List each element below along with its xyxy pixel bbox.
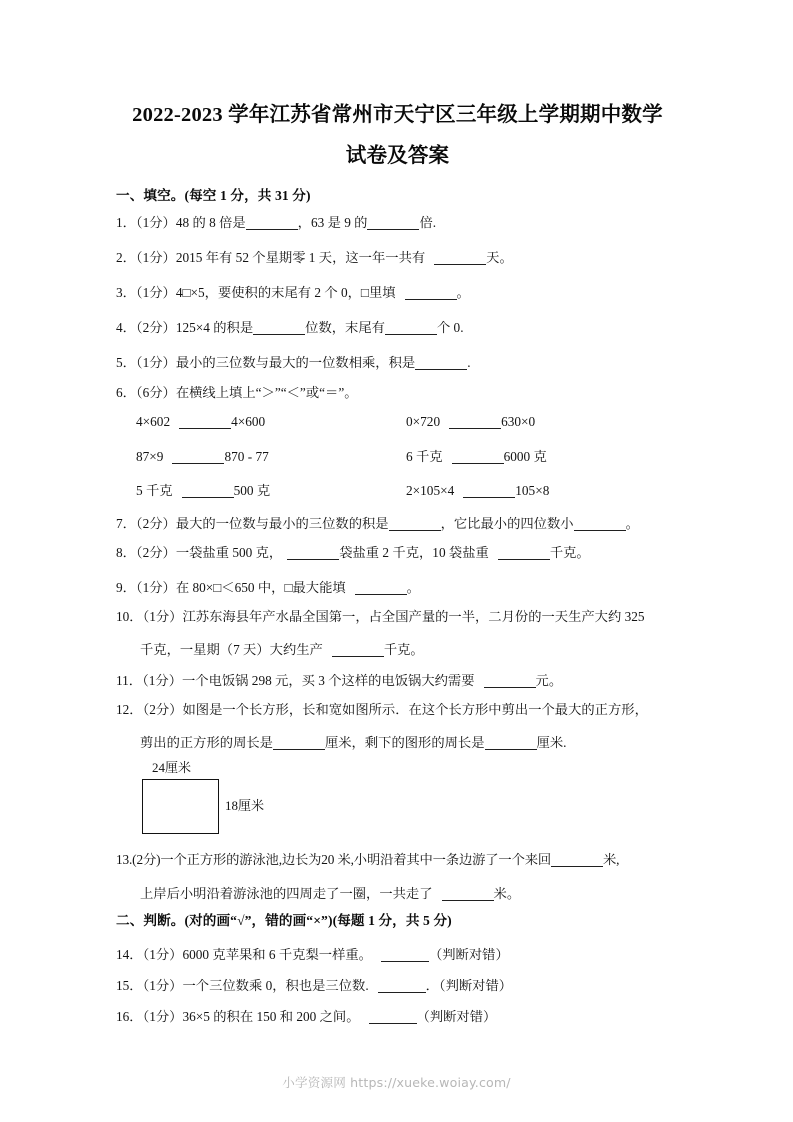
question-10-continuation [140, 640, 712, 660]
question-10-text-line2-pre: 千克，一星期（7 天）大约生产 [140, 642, 323, 657]
question-4-number: 4． [116, 320, 136, 335]
question-7-marks: （2分） [135, 516, 176, 531]
answer-blank[interactable] [273, 736, 325, 750]
question-7-number: 7． [116, 516, 136, 531]
comparison-right-expression: 500 克 [233, 483, 271, 498]
question-12-text-line2-mid: 厘米，剩下的图形的周长是 [324, 735, 485, 750]
page-title [110, 98, 685, 174]
comparison-right-expression: 870 - 77 [224, 449, 269, 464]
question-8-text-pre: 一袋盐重 500 克， [175, 545, 283, 560]
comparison-item [136, 447, 269, 467]
figure-rectangle-shape [142, 779, 219, 834]
question-14-text-pre: 6000 克苹果和 6 千克梨一样重。 [182, 947, 372, 962]
question-2-text-post: 天。 [486, 250, 513, 265]
question-12-marks: （2分） [142, 702, 183, 717]
question-10 [116, 607, 688, 627]
comparison-left-expression: 4×602 [136, 414, 171, 429]
question-6 [116, 383, 688, 403]
comparison-blank[interactable] [449, 415, 501, 429]
comparison-left-expression: 0×720 [406, 414, 441, 429]
question-13-marks: (2分) [132, 852, 161, 867]
question-15 [116, 976, 688, 996]
question-1-marks: （1分） [135, 215, 176, 230]
answer-blank[interactable] [378, 979, 426, 993]
question-14 [116, 945, 688, 965]
section-heading-true-false: 二、判断。(对的画“√”，错的画“×”)(每题 1 分，共 5 分) [116, 913, 452, 928]
answer-blank[interactable] [381, 948, 429, 962]
question-15-text-post: ．（判断对错） [425, 978, 513, 993]
comparison-left-expression: 87×9 [136, 449, 164, 464]
comparison-item [406, 481, 549, 501]
question-11 [116, 671, 688, 691]
question-10-marks: （1分） [142, 609, 183, 624]
question-13-text-line2-pre: 上岸后小明沿着游泳池的四周走了一圈，一共走了 [140, 886, 433, 901]
question-4 [116, 318, 688, 338]
comparison-blank[interactable] [179, 415, 231, 429]
answer-blank[interactable] [332, 643, 384, 657]
question-10-text-line2-post: 千克。 [383, 642, 424, 657]
comparison-blank[interactable] [463, 484, 515, 498]
question-7 [116, 514, 688, 534]
question-12-text-line2-post: 厘米. [536, 735, 567, 750]
question-15-marks: （1分） [142, 978, 183, 993]
figure-length-label: 24厘米 [152, 760, 192, 775]
rectangle-figure [140, 760, 380, 842]
answer-blank[interactable] [253, 321, 305, 335]
comparison-right-expression: 105×8 [515, 483, 550, 498]
comparison-left-expression: 2×105×4 [406, 483, 455, 498]
answer-blank[interactable] [385, 321, 437, 335]
comparison-right-expression: 4×600 [231, 414, 266, 429]
question-15-text-pre: 一个三位数乘 0，积也是三位数. [182, 978, 369, 993]
question-9-text-post: 。 [406, 580, 420, 595]
question-7-text-pre: 最大的一位数与最小的三位数的积是 [175, 516, 389, 531]
question-1-number: 1． [116, 215, 136, 230]
answer-blank[interactable] [498, 546, 550, 560]
question-2-marks: （1分） [135, 250, 176, 265]
question-13-number: 13. [116, 852, 133, 867]
answer-blank[interactable] [442, 887, 494, 901]
answer-blank[interactable] [551, 853, 603, 867]
question-6-marks: （6分） [135, 385, 176, 400]
answer-blank[interactable] [484, 674, 536, 688]
question-12-text-line2-pre: 剪出的正方形的周长是 [140, 735, 273, 750]
title-line-2: 试卷及答案 [345, 145, 450, 167]
question-13-text-line1-post: 米, [603, 852, 620, 867]
comparison-blank[interactable] [182, 484, 234, 498]
question-4-marks: （2分） [135, 320, 176, 335]
answer-blank[interactable] [369, 1010, 417, 1024]
title-line-1: 2022-2023 学年江苏省常州市天宁区三年级上学期期中数学 [132, 104, 663, 126]
answer-blank[interactable] [389, 517, 441, 531]
question-3-text-pre: 4□×5，要使积的末尾有 2 个 0，□里填 [175, 285, 396, 300]
question-14-text-post: （判断对错） [428, 947, 509, 962]
question-8-number: 8． [116, 545, 136, 560]
question-8-marks: （2分） [135, 545, 176, 560]
question-5-marks: （1分） [135, 355, 176, 370]
question-12 [116, 700, 688, 720]
question-3-marks: （1分） [135, 285, 176, 300]
question-15-number: 15． [116, 978, 143, 993]
question-1 [116, 213, 688, 233]
question-14-marks: （1分） [142, 947, 183, 962]
answer-blank[interactable] [415, 356, 467, 370]
figure-width-label: 18厘米 [225, 798, 265, 813]
question-4-text-mid: 位数，末尾有 [305, 320, 385, 335]
question-12-number: 12． [116, 702, 143, 717]
question-13-continuation [140, 884, 712, 904]
question-5-number: 5． [116, 355, 136, 370]
question-3 [116, 283, 688, 303]
comparison-item [136, 412, 265, 432]
question-11-number: 11． [116, 673, 143, 688]
question-16-text-post: （判断对错） [416, 1009, 497, 1024]
comparison-left-expression: 6 千克 [406, 449, 443, 464]
question-3-text-post: 。 [456, 285, 470, 300]
question-8 [116, 543, 688, 563]
comparison-blank[interactable] [172, 450, 224, 464]
question-1-text-post: 倍. [419, 215, 437, 230]
question-6-number: 6． [116, 385, 136, 400]
comparison-right-expression: 630×0 [501, 414, 536, 429]
question-5-text-pre: 最小的三位数与最大的一位数相乘，积是 [175, 355, 416, 370]
question-9 [116, 578, 688, 598]
question-1-text-mid: ，63 是 9 的 [297, 215, 368, 230]
question-2-number: 2． [116, 250, 136, 265]
question-16-number: 16． [116, 1009, 143, 1024]
question-11-text-pre: 一个电饭锅 298 元，买 3 个这样的电饭锅大约需要 [182, 673, 475, 688]
answer-blank[interactable] [434, 251, 486, 265]
answer-blank[interactable] [485, 736, 537, 750]
question-4-text-post: 个 0. [436, 320, 464, 335]
question-11-text-post: 元。 [535, 673, 563, 688]
question-13-text-line1-pre: 一个正方形的游泳池,边长为20 米,小明沿着其中一条边游了一个来回 [160, 852, 552, 867]
answer-blank[interactable] [405, 286, 457, 300]
question-11-marks: （1分） [142, 673, 182, 688]
comparison-item [406, 447, 547, 467]
comparison-item [406, 412, 535, 432]
question-9-number: 9． [116, 580, 136, 595]
answer-blank[interactable] [355, 581, 407, 595]
answer-blank[interactable] [246, 216, 298, 230]
question-10-text-line1: 江苏东海县年产水晶全国第一，占全国产量的一半，二月份的一天生产大约 325 [182, 609, 645, 624]
question-5-text-post: . [467, 355, 471, 370]
question-1-text-pre: 48 的 8 倍是 [175, 215, 246, 230]
question-7-text-post: 。 [625, 516, 639, 531]
section-heading-fill-in-blanks: 一、填空。(每空 1 分，共 31 分) [116, 188, 311, 203]
question-10-number: 10． [116, 609, 143, 624]
answer-blank[interactable] [574, 517, 626, 531]
question-3-number: 3． [116, 285, 136, 300]
question-13 [116, 850, 688, 870]
answer-blank[interactable] [287, 546, 339, 560]
question-8-text-mid: 袋盐重 2 千克，10 袋盐重 [339, 545, 489, 560]
question-14-number: 14． [116, 947, 143, 962]
footer-watermark: 小学资源网 https://xueke.woiay.com/ [282, 1075, 511, 1090]
question-16-marks: （1分） [142, 1009, 183, 1024]
question-12-text-line1: 如图是一个长方形，长和宽如图所示．在这个长方形中剪出一个最大的正方形， [182, 702, 648, 717]
answer-blank[interactable] [367, 216, 419, 230]
question-7-text-mid: ，它比最小的四位数小 [440, 516, 574, 531]
comparison-right-expression: 6000 克 [503, 449, 547, 464]
question-9-text-pre: 在 80×□＜650 中，□最大能填 [175, 580, 346, 595]
question-8-text-post: 千克。 [549, 545, 590, 560]
question-12-continuation [140, 733, 712, 753]
comparison-blank[interactable] [452, 450, 504, 464]
question-4-text-pre: 125×4 的积是 [175, 320, 254, 335]
question-6-instruction: 在横线上填上“＞”“＜”或“＝”。 [175, 385, 358, 400]
comparison-item [136, 481, 270, 501]
question-13-text-line2-post: 米。 [493, 886, 521, 901]
question-16 [116, 1007, 688, 1027]
comparison-left-expression: 5 千克 [136, 483, 173, 498]
question-2 [116, 248, 688, 268]
question-5 [116, 353, 688, 373]
question-9-marks: （1分） [135, 580, 176, 595]
question-16-text-pre: 36×5 的积在 150 和 200 之间。 [182, 1009, 360, 1024]
question-2-text-pre: 2015 年有 52 个星期零 1 天，这一年一共有 [175, 250, 426, 265]
